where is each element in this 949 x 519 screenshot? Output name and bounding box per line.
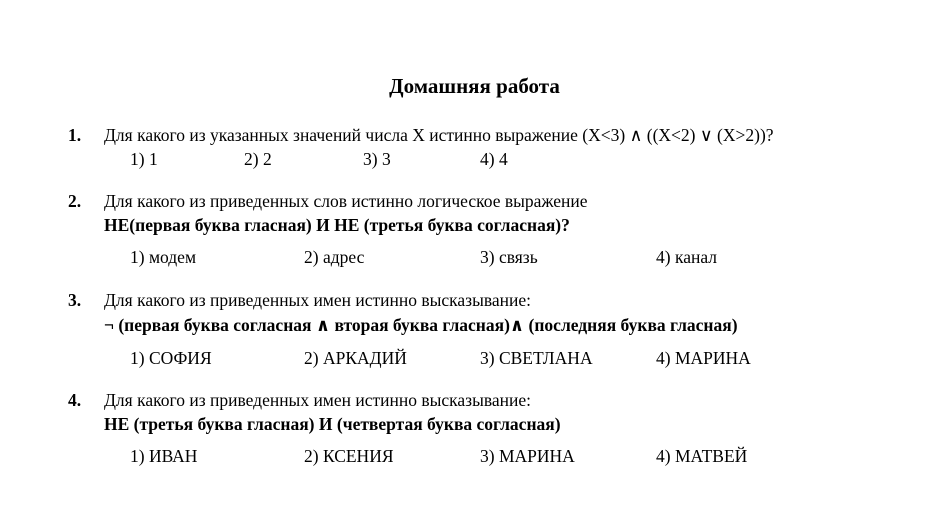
answer-option[interactable]: 4) 4 xyxy=(480,149,508,169)
answer-option[interactable]: 4) МАРИНА xyxy=(656,348,751,368)
question-number: 3. xyxy=(68,290,82,310)
answer-option[interactable]: 2) 2 xyxy=(244,149,272,169)
question-text: Для какого из приведенных имен истинно высказывание: xyxy=(104,390,532,410)
question-text: Для какого из приведенных слов истинно логическое выражение xyxy=(104,191,588,211)
question-number: 2. xyxy=(68,191,82,211)
answer-option[interactable]: 1) ИВАН xyxy=(130,446,198,466)
answer-option[interactable]: 1) модем xyxy=(130,247,197,267)
answer-option[interactable]: 4) МАТВЕЙ xyxy=(656,446,748,466)
question-text: Для какого из указанных значений числа X истинно выражение (X<3) ∧ ((X<2) ∨ (X>2))? xyxy=(104,125,774,145)
answer-option[interactable]: 1) 1 xyxy=(130,149,158,169)
page-title: Домашняя работа xyxy=(389,74,560,98)
question-condition: НЕ (третья буква гласная) И (четвертая буква согласная) xyxy=(104,414,561,434)
question-text: Для какого из приведенных имен истинно высказывание: xyxy=(104,290,532,310)
answer-option[interactable]: 2) адрес xyxy=(304,247,365,267)
answer-option[interactable]: 4) канал xyxy=(656,247,717,267)
question-condition: НЕ(первая буква гласная) И НЕ (третья буква согласная)? xyxy=(104,215,570,235)
answer-option[interactable]: 2) АРКАДИЙ xyxy=(304,348,407,368)
question-number: 1. xyxy=(68,125,82,145)
answer-option[interactable]: 1) СОФИЯ xyxy=(130,348,212,368)
question-number: 4. xyxy=(68,390,82,410)
answer-option[interactable]: 3) связь xyxy=(480,247,538,267)
answer-option[interactable]: 2) КСЕНИЯ xyxy=(304,446,394,466)
question-condition: ¬ (первая буква согласная ∧ вторая буква гласная)∧ (последняя буква гласная) xyxy=(104,315,738,335)
answer-option[interactable]: 3) СВЕТЛАНА xyxy=(480,348,593,368)
answer-option[interactable]: 3) 3 xyxy=(363,149,391,169)
answer-option[interactable]: 3) МАРИНА xyxy=(480,446,575,466)
